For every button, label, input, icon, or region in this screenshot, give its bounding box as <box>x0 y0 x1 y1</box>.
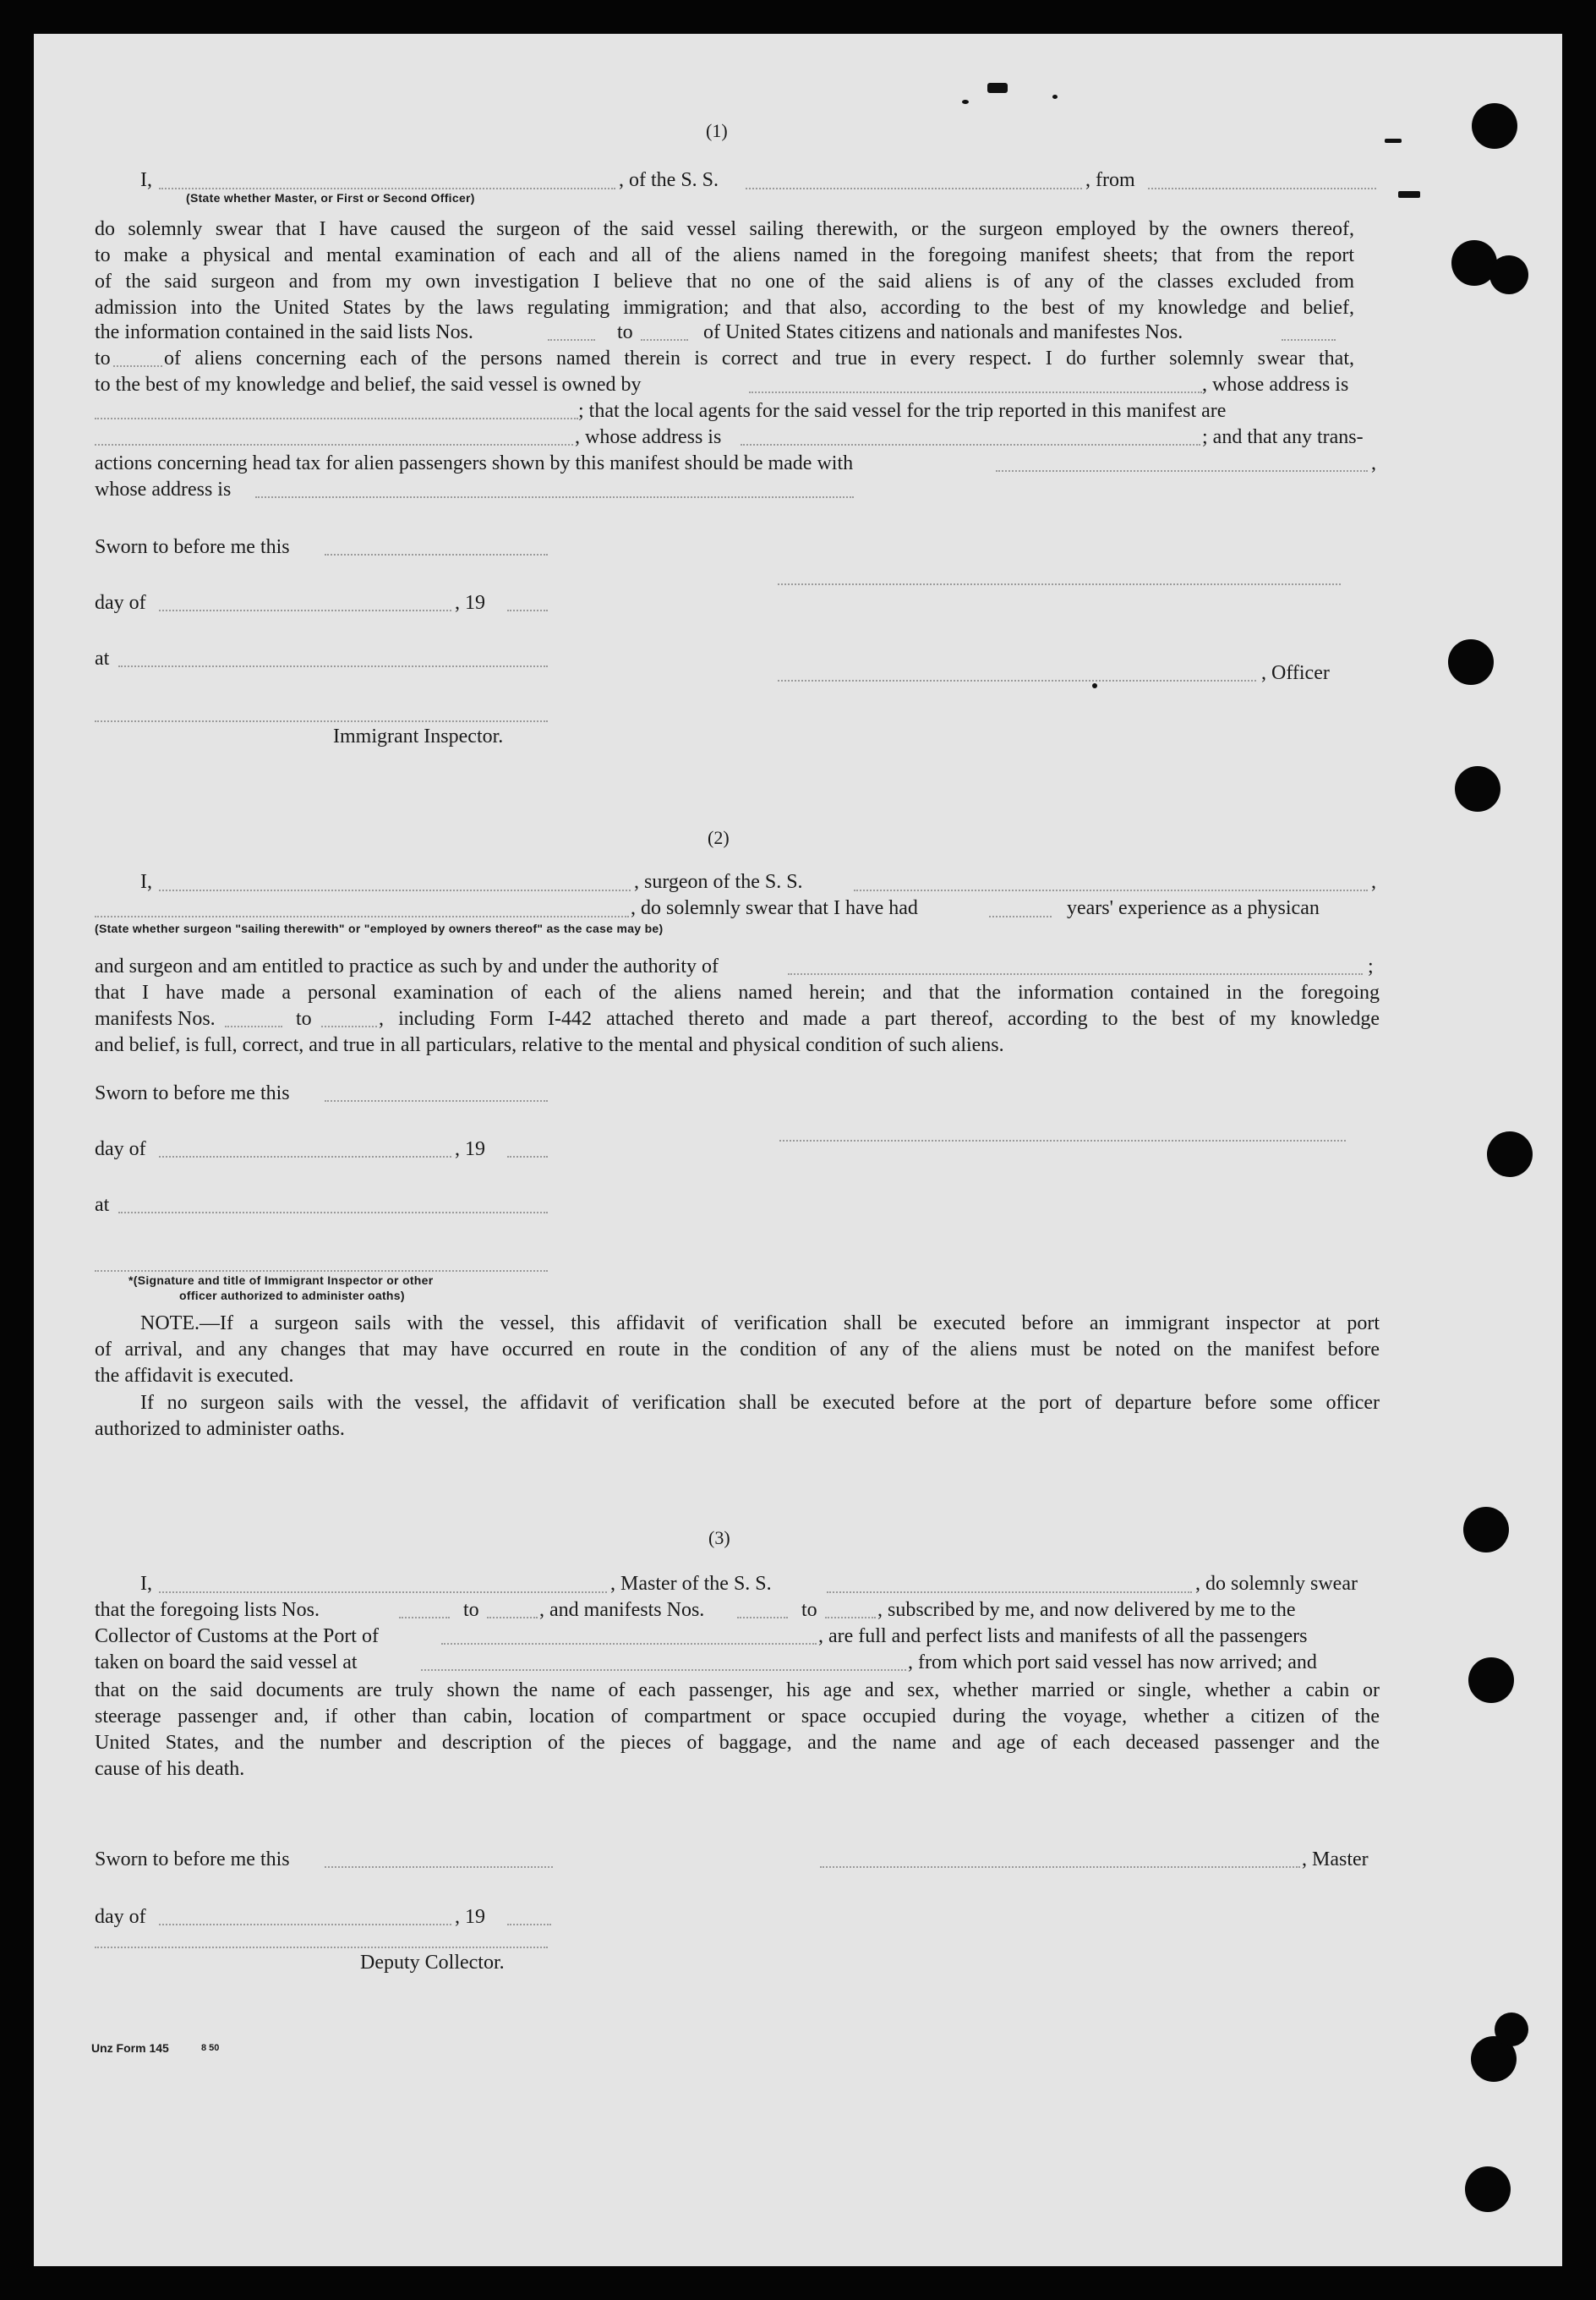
punch-hole-4 <box>1448 639 1494 685</box>
ink-speck <box>987 83 1008 93</box>
punch-hole-8 <box>1468 1657 1514 1703</box>
s2-manifests-from-field[interactable] <box>225 1026 282 1027</box>
s3-line2-c: , and manifests Nos. <box>539 1599 705 1621</box>
s3-port-field[interactable] <box>441 1643 817 1645</box>
punch-hole-11 <box>1465 2166 1511 2212</box>
s2-line3-end: ; <box>1368 956 1374 978</box>
s2-note2-line: If no surgeon sails with the vessel, the affidavit of verification shall be executed before at the port of departure before some officer <box>140 1392 1380 1414</box>
s3-year-field[interactable] <box>507 1924 551 1925</box>
s1-info-c: of United States citizens and nationals and manifestes Nos. <box>703 321 1183 343</box>
s2-line5-c: , including Form I-442 attached thereto and made a part thereof, according to the best of my knowledge <box>379 1008 1380 1030</box>
section-2-number: (2) <box>708 827 730 848</box>
s1-year: , 19 <box>455 592 485 614</box>
s2-note-line: of arrival, and any changes that may have occurred en route in the condition of any of the aliens must be noted on the manifest before <box>95 1339 1380 1361</box>
s1-agents-field[interactable] <box>95 444 573 446</box>
s1-day-of: day of <box>95 592 146 614</box>
s3-manifests-to-field[interactable] <box>825 1617 876 1618</box>
s1-inspector: Immigrant Inspector. <box>333 726 504 748</box>
s1-addr-b: ; and that any trans- <box>1202 426 1364 448</box>
s3-body-line: steerage passenger and, if other than cabin, location of compartment or space occupied during the voyage, whether a citizen of the <box>95 1706 1380 1728</box>
s2-years-field[interactable] <box>989 916 1052 917</box>
s3-line3-b: , are full and perfect lists and manifests of all the passengers <box>818 1625 1308 1647</box>
s1-head-tax-field[interactable] <box>996 470 1368 472</box>
s2-surgeon-note: (State whether surgeon "sailing therewith" or "employed by owners thereof" as the case may be) <box>95 922 664 935</box>
s3-day-of: day of <box>95 1906 146 1928</box>
section-3-number: (3) <box>708 1527 730 1548</box>
s1-head-tax-address-field[interactable] <box>255 496 854 498</box>
s1-from-label: , from <box>1085 169 1135 191</box>
s1-body-line: to make a physical and mental examination of each and all of the aliens named in the foregoing manifest sheets; that from the report <box>95 244 1354 266</box>
s1-owned-b: , whose address is <box>1202 374 1349 396</box>
s2-authority-field[interactable] <box>788 973 1363 975</box>
s3-boarded-at-field[interactable] <box>421 1669 906 1671</box>
s2-sworn-date-field[interactable] <box>325 1100 548 1102</box>
s1-from-field[interactable] <box>1148 188 1376 189</box>
s2-at: at <box>95 1194 110 1216</box>
s1-day-of-field[interactable] <box>159 610 451 611</box>
s3-lists-from-field[interactable] <box>399 1617 450 1618</box>
s1-officer-name-field[interactable] <box>159 188 615 189</box>
s2-sailing-field[interactable] <box>95 916 629 917</box>
s1-manifests-field[interactable] <box>1282 339 1336 341</box>
s3-year: , 19 <box>455 1906 485 1928</box>
s2-note-line: the affidavit is executed. <box>95 1365 294 1387</box>
s2-sworn: Sworn to before me this <box>95 1082 290 1104</box>
s3-master-label: , Master of the S. S. <box>610 1573 772 1595</box>
s3-master-name-field[interactable] <box>159 1591 607 1593</box>
s1-info-b: to <box>617 321 633 343</box>
s1-agents: ; that the local agents for the said vessel for the trip reported in this manifest are <box>578 400 1227 422</box>
s2-line2-b: years' experience as a physican <box>1067 897 1320 919</box>
s2-line5-b: to <box>296 1008 312 1030</box>
s1-body-line: do solemnly swear that I have caused the surgeon of the said vessel sailing therewith, or the surgeon employed by the owners thereof, <box>95 218 1354 240</box>
s3-collector: Deputy Collector. <box>360 1952 505 1974</box>
ink-speck <box>1092 683 1097 688</box>
s2-note2-line: authorized to administer oaths. <box>95 1418 345 1440</box>
s1-manifests-to-field[interactable] <box>113 365 162 367</box>
s3-line2-a: that the foregoing lists Nos. <box>95 1599 320 1621</box>
s1-head-a: actions concerning head tax for alien passengers shown by this manifest should be made with <box>95 452 854 474</box>
s3-vessel-field[interactable] <box>827 1591 1192 1593</box>
s2-note2-paragraph <box>95 1390 1380 1443</box>
s2-year: , 19 <box>455 1138 485 1160</box>
s1-officer-note: (State whether Master, or First or Second Officer) <box>186 191 475 205</box>
s3-line3-a: Collector of Customs at the Port of <box>95 1625 379 1647</box>
s1-sworn-date-field[interactable] <box>325 554 548 556</box>
s3-sworn-date-field[interactable] <box>325 1866 553 1868</box>
punch-hole-5 <box>1455 766 1500 812</box>
s1-at-field[interactable] <box>118 665 548 667</box>
section-1-number: (1) <box>706 120 728 141</box>
s1-body-line: admission into the United States by the laws regulating immigration; and that also, according to the best of my knowledge and belief, <box>95 297 1354 319</box>
s1-lists-from-field[interactable] <box>548 339 595 341</box>
s1-body-paragraph <box>95 216 1354 321</box>
ink-speck <box>962 100 969 104</box>
s3-swear: , do solemnly swear <box>1195 1573 1358 1595</box>
s2-day-of-field[interactable] <box>159 1156 451 1158</box>
s3-body-paragraph <box>95 1678 1380 1782</box>
s2-note-paragraph <box>95 1311 1380 1389</box>
s1-at: at <box>95 648 110 670</box>
s3-body-line: cause of his death. <box>95 1758 245 1780</box>
s2-at-field[interactable] <box>118 1212 548 1213</box>
s1-sworn: Sworn to before me this <box>95 536 290 558</box>
s1-officer-sig-field[interactable] <box>778 680 1256 682</box>
s1-owner-address-field[interactable] <box>95 418 578 419</box>
s1-agents-address-field[interactable] <box>741 444 1200 446</box>
s1-whose: whose address is <box>95 479 232 501</box>
ink-speck <box>1385 139 1402 143</box>
s3-line2-e: , subscribed by me, and now delivered by me to the <box>877 1599 1296 1621</box>
s3-manifests-from-field[interactable] <box>737 1617 788 1618</box>
s1-of-ss-label: , of the S. S. <box>619 169 719 191</box>
s3-line2-d: to <box>801 1599 817 1621</box>
s1-lists-to-field[interactable] <box>641 339 688 341</box>
s2-line1-i: I, <box>140 871 152 893</box>
s3-line4-a: taken on board the said vessel at <box>95 1651 358 1673</box>
punch-hole-3 <box>1489 255 1528 294</box>
punch-hole-1 <box>1472 103 1517 149</box>
s2-signature-field[interactable] <box>779 1140 1346 1142</box>
s2-line3: and surgeon and am entitled to practice as such by and under the authority of <box>95 956 719 978</box>
s2-day-of: day of <box>95 1138 146 1160</box>
s1-body-line: of the said surgeon and from my own investigation I believe that no one of the said aliens is of any of the classes excluded from <box>95 271 1354 293</box>
s1-to-b: of aliens concerning each of the persons named therein is correct and true in every respect. I do further solemnly swear that, <box>164 348 1354 370</box>
s3-body-line: United States, and the number and description of the pieces of baggage, and the name and age of each deceased passenger and the <box>95 1732 1380 1754</box>
punch-hole-7 <box>1463 1507 1509 1552</box>
s3-lists-to-field[interactable] <box>487 1617 538 1618</box>
s1-signature-field[interactable] <box>778 583 1341 585</box>
s3-line2-b: to <box>463 1599 479 1621</box>
s2-line4: that I have made a personal examination of each of the aliens named herein; and that the information contained in the foregoing <box>95 982 1380 1004</box>
s1-officer: , Officer <box>1261 662 1330 684</box>
s2-line2-a: , do solemnly swear that I have had <box>631 897 918 919</box>
s1-addr-a: , whose address is <box>575 426 722 448</box>
s2-manifests-to-field[interactable] <box>321 1026 377 1027</box>
s3-line4-b: , from which port said vessel has now arrived; and <box>908 1651 1317 1673</box>
s2-line1-end: , <box>1371 871 1376 893</box>
s2-line5-a: manifests Nos. <box>95 1008 216 1030</box>
punch-hole-6 <box>1487 1131 1533 1177</box>
form-date: 8 50 <box>201 2043 220 2053</box>
form-sheet <box>34 34 1562 2266</box>
s1-line1-i: I, <box>140 169 152 191</box>
s3-sworn: Sworn to before me this <box>95 1848 290 1870</box>
s3-collector-sig-field[interactable] <box>95 1947 548 1948</box>
s3-master-sig-field[interactable] <box>820 1866 1300 1868</box>
s2-note-line: NOTE.—If a surgeon sails with the vessel, this affidavit of verification shall be executed before an immigrant inspector at port <box>140 1312 1380 1334</box>
punch-hole-10 <box>1495 2012 1528 2046</box>
s3-day-of-field[interactable] <box>159 1924 451 1925</box>
s2-surgeon-name-field[interactable] <box>159 890 631 891</box>
s1-owned-a: to the best of my knowledge and belief, the said vessel is owned by <box>95 374 642 396</box>
form-number: Unz Form 145 <box>91 2041 169 2055</box>
s2-surgeon-label: , surgeon of the S. S. <box>634 871 803 893</box>
s2-inspector-sig-field[interactable] <box>95 1270 548 1272</box>
s3-body-line: that on the said documents are truly shown the name of each passenger, his age and sex, whether married or single, whether a cabin or <box>95 1679 1380 1701</box>
s2-sig-note-2: officer authorized to administer oaths) <box>179 1289 405 1302</box>
s1-head-b: , <box>1371 452 1376 474</box>
ink-speck <box>1398 191 1420 198</box>
s1-info-a: the information contained in the said lists Nos. <box>95 321 473 343</box>
s2-vessel-field[interactable] <box>854 890 1368 891</box>
s1-to-a: to <box>95 348 111 370</box>
s3-master: , Master <box>1302 1848 1369 1870</box>
ink-speck <box>1052 95 1058 99</box>
s2-year-field[interactable] <box>507 1156 548 1158</box>
s1-year-field[interactable] <box>507 610 548 611</box>
s1-inspector-sig-field[interactable] <box>95 720 548 722</box>
s2-sig-note-1: *(Signature and title of Immigrant Inspector or other <box>128 1273 434 1287</box>
s3-line1-i: I, <box>140 1573 152 1595</box>
s1-owner-field[interactable] <box>749 392 1202 393</box>
s2-line6: and belief, is full, correct, and true in all particulars, relative to the mental and physical condition of such aliens. <box>95 1034 1004 1056</box>
s1-vessel-field[interactable] <box>746 188 1082 189</box>
